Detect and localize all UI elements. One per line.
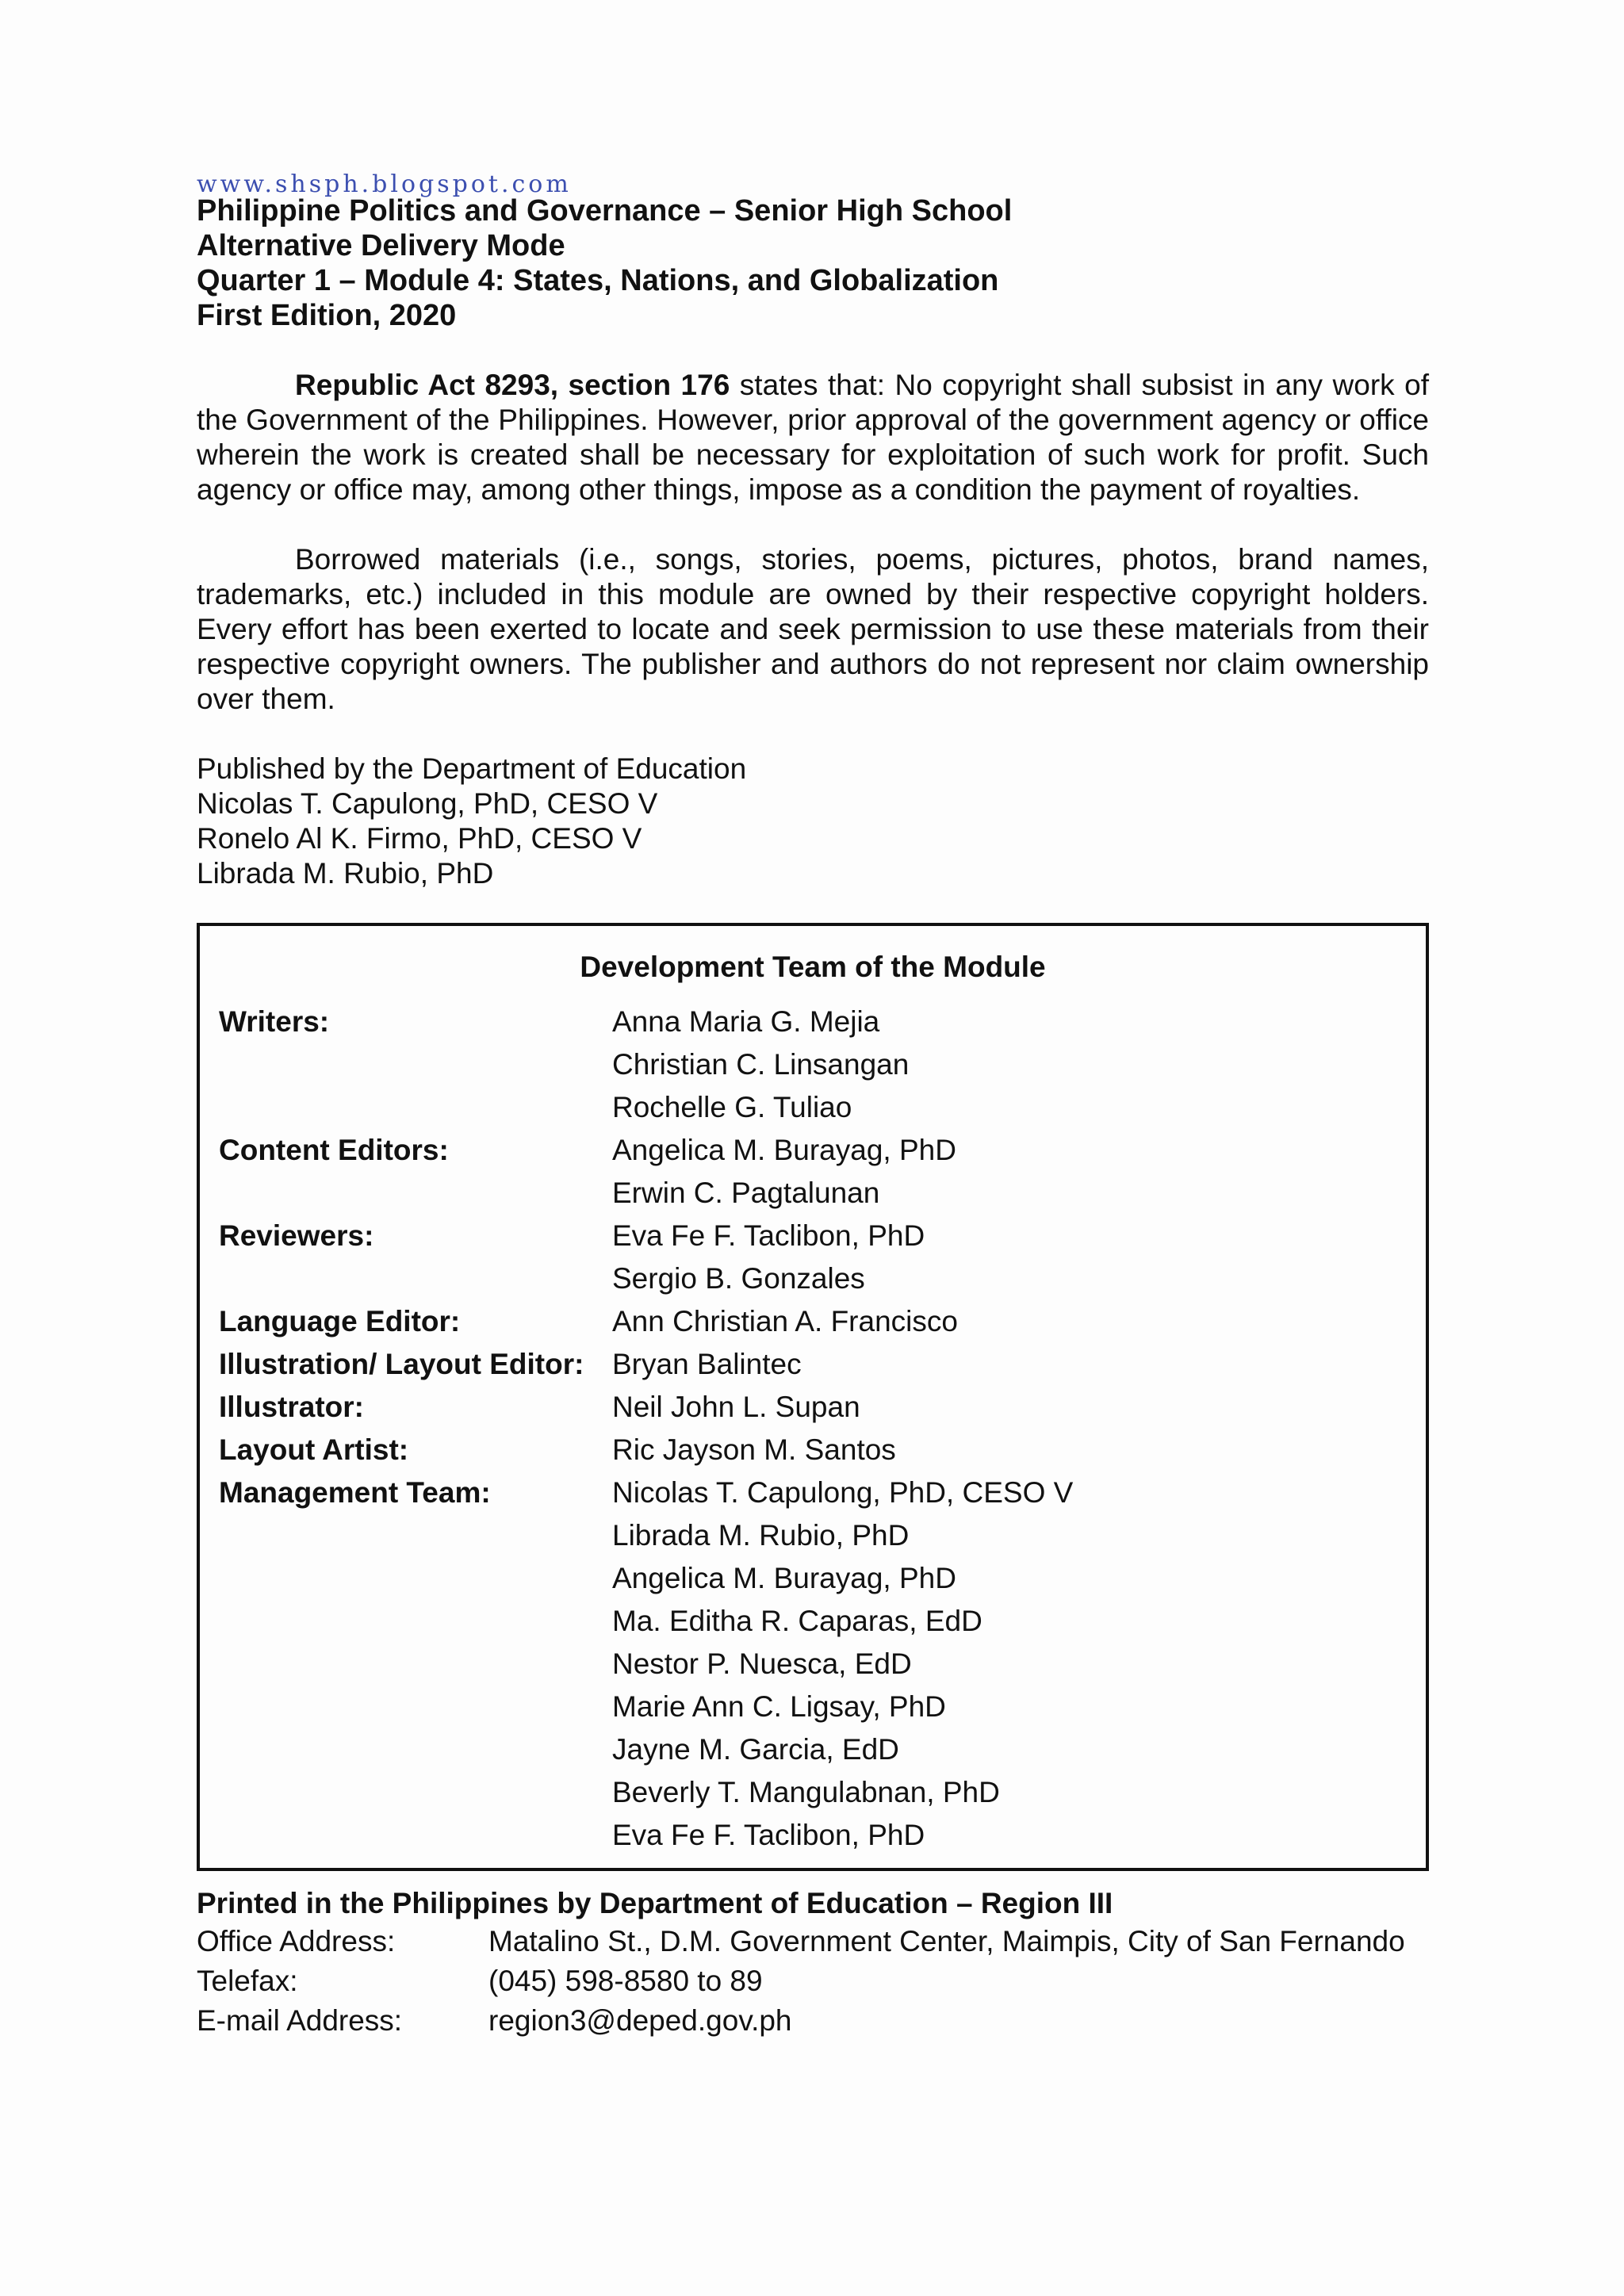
header-line: First Edition, 2020 <box>197 299 457 332</box>
contact-label: Telefax: <box>197 1965 298 1997</box>
contact-row <box>197 1922 1429 1961</box>
team-member-name: Christian C. Linsangan <box>612 1048 910 1081</box>
publisher-line: Ronelo Al K. Firmo, PhD, CESO V <box>197 822 642 855</box>
team-member-name: Angelica M. Burayag, PhD <box>612 1134 956 1166</box>
team-role-row <box>219 1001 1407 1129</box>
team-member-name: Rochelle G. Tuliao <box>612 1091 852 1123</box>
role-names <box>612 1343 1407 1386</box>
contact-row <box>197 2001 1429 2041</box>
team-member-name: Eva Fe F. Taclibon, PhD <box>612 1219 925 1252</box>
team-member-name: Angelica M. Burayag, PhD <box>612 1562 956 1594</box>
role-label: Language Editor: <box>219 1305 461 1337</box>
team-role-row <box>219 1343 1407 1386</box>
role-names <box>612 1471 1407 1857</box>
role-names <box>612 1300 1407 1343</box>
team-role-row <box>219 1300 1407 1343</box>
role-names <box>612 1215 1407 1300</box>
role-names <box>612 1129 1407 1215</box>
contact-label: Office Address: <box>197 1925 396 1957</box>
publisher-line: Published by the Department of Education <box>197 752 747 785</box>
team-role-row <box>219 1471 1407 1857</box>
team-member-name: Nestor P. Nuesca, EdD <box>612 1647 912 1680</box>
header-line: Alternative Delivery Mode <box>197 229 565 262</box>
team-member-name: Ann Christian A. Francisco <box>612 1305 958 1337</box>
role-label: Writers: <box>219 1005 330 1038</box>
publisher-block <box>197 752 1429 891</box>
role-label: Reviewers: <box>219 1219 374 1252</box>
copyright-notice <box>197 368 1429 507</box>
contact-list <box>197 1922 1429 2041</box>
copyright-page <box>197 171 1429 2041</box>
team-member-name: Jayne M. Garcia, EdD <box>612 1733 899 1766</box>
header-line: Quarter 1 – Module 4: States, Nations, and Globalization <box>197 264 999 297</box>
module-header <box>197 193 1429 333</box>
publisher-line: Librada M. Rubio, PhD <box>197 857 494 890</box>
role-label: Layout Artist: <box>219 1433 409 1466</box>
printed-by-heading: Printed in the Philippines by Department of Education – Region III <box>197 1887 1113 1919</box>
team-member-name: Nicolas T. Capulong, PhD, CESO V <box>612 1476 1074 1509</box>
role-names <box>612 1429 1407 1471</box>
role-label: Management Team: <box>219 1476 491 1509</box>
contact-value: region3@deped.gov.ph <box>488 2004 792 2037</box>
header-line: Philippine Politics and Governance – Senior High School <box>197 194 1013 228</box>
team-member-name: Bryan Balintec <box>612 1348 802 1380</box>
team-roles-list <box>219 1001 1407 1857</box>
team-member-name: Sergio B. Gonzales <box>612 1262 865 1295</box>
contact-value: Matalino St., D.M. Government Center, Maimpis, City of San Fernando <box>488 1925 1405 1957</box>
team-role-row <box>219 1429 1407 1471</box>
development-team-box <box>197 923 1429 1871</box>
borrowed-materials-notice <box>197 542 1429 717</box>
contact-value: (045) 598-8580 to 89 <box>488 1965 763 1997</box>
role-label: Illustration/ Layout Editor: <box>219 1348 584 1380</box>
team-member-name: Marie Ann C. Ligsay, PhD <box>612 1690 946 1723</box>
contact-label: E-mail Address: <box>197 2004 403 2037</box>
team-member-name: Ma. Editha R. Caparas, EdD <box>612 1605 982 1637</box>
publisher-line: Nicolas T. Capulong, PhD, CESO V <box>197 787 658 820</box>
contact-row <box>197 1961 1429 2001</box>
team-role-row <box>219 1215 1407 1300</box>
team-role-row <box>219 1129 1407 1215</box>
role-names <box>612 1001 1407 1129</box>
team-member-name: Anna Maria G. Mejia <box>612 1005 880 1038</box>
team-role-row <box>219 1386 1407 1429</box>
team-member-name: Beverly T. Mangulabnan, PhD <box>612 1776 1000 1808</box>
role-label: Illustrator: <box>219 1391 364 1423</box>
watermark-url: www.shsph.blogspot.com <box>197 170 572 198</box>
team-title: Development Team of the Module <box>580 951 1046 983</box>
role-label: Content Editors: <box>219 1134 449 1166</box>
team-member-name: Erwin C. Pagtalunan <box>612 1177 880 1209</box>
team-member-name: Neil John L. Supan <box>612 1391 860 1423</box>
copyright-text: states that: No copyright shall subsist in any work of the Government of the Philippines. However, prior approval of the government agency or office wherein the work is created shall be necessary for exploitation of such work for profit. Such agency or office may, among other things, impose as a condition the payment of royalties. <box>197 369 1429 506</box>
copyright-law-reference: Republic Act 8293, section 176 <box>295 369 730 401</box>
team-member-name: Eva Fe F. Taclibon, PhD <box>612 1819 925 1851</box>
borrowed-text: Borrowed materials (i.e., songs, stories, poems, pictures, photos, brand names, trademarks, etc.) included in this module are owned by their respective copyright holders. Every effort has been exerted to locate and seek permission to use these materials from their respective copyright owners. The publisher and authors do not represent nor claim ownership over them. <box>197 543 1429 715</box>
team-member-name: Ric Jayson M. Santos <box>612 1433 896 1466</box>
team-member-name: Librada M. Rubio, PhD <box>612 1519 910 1552</box>
role-names <box>612 1386 1407 1429</box>
